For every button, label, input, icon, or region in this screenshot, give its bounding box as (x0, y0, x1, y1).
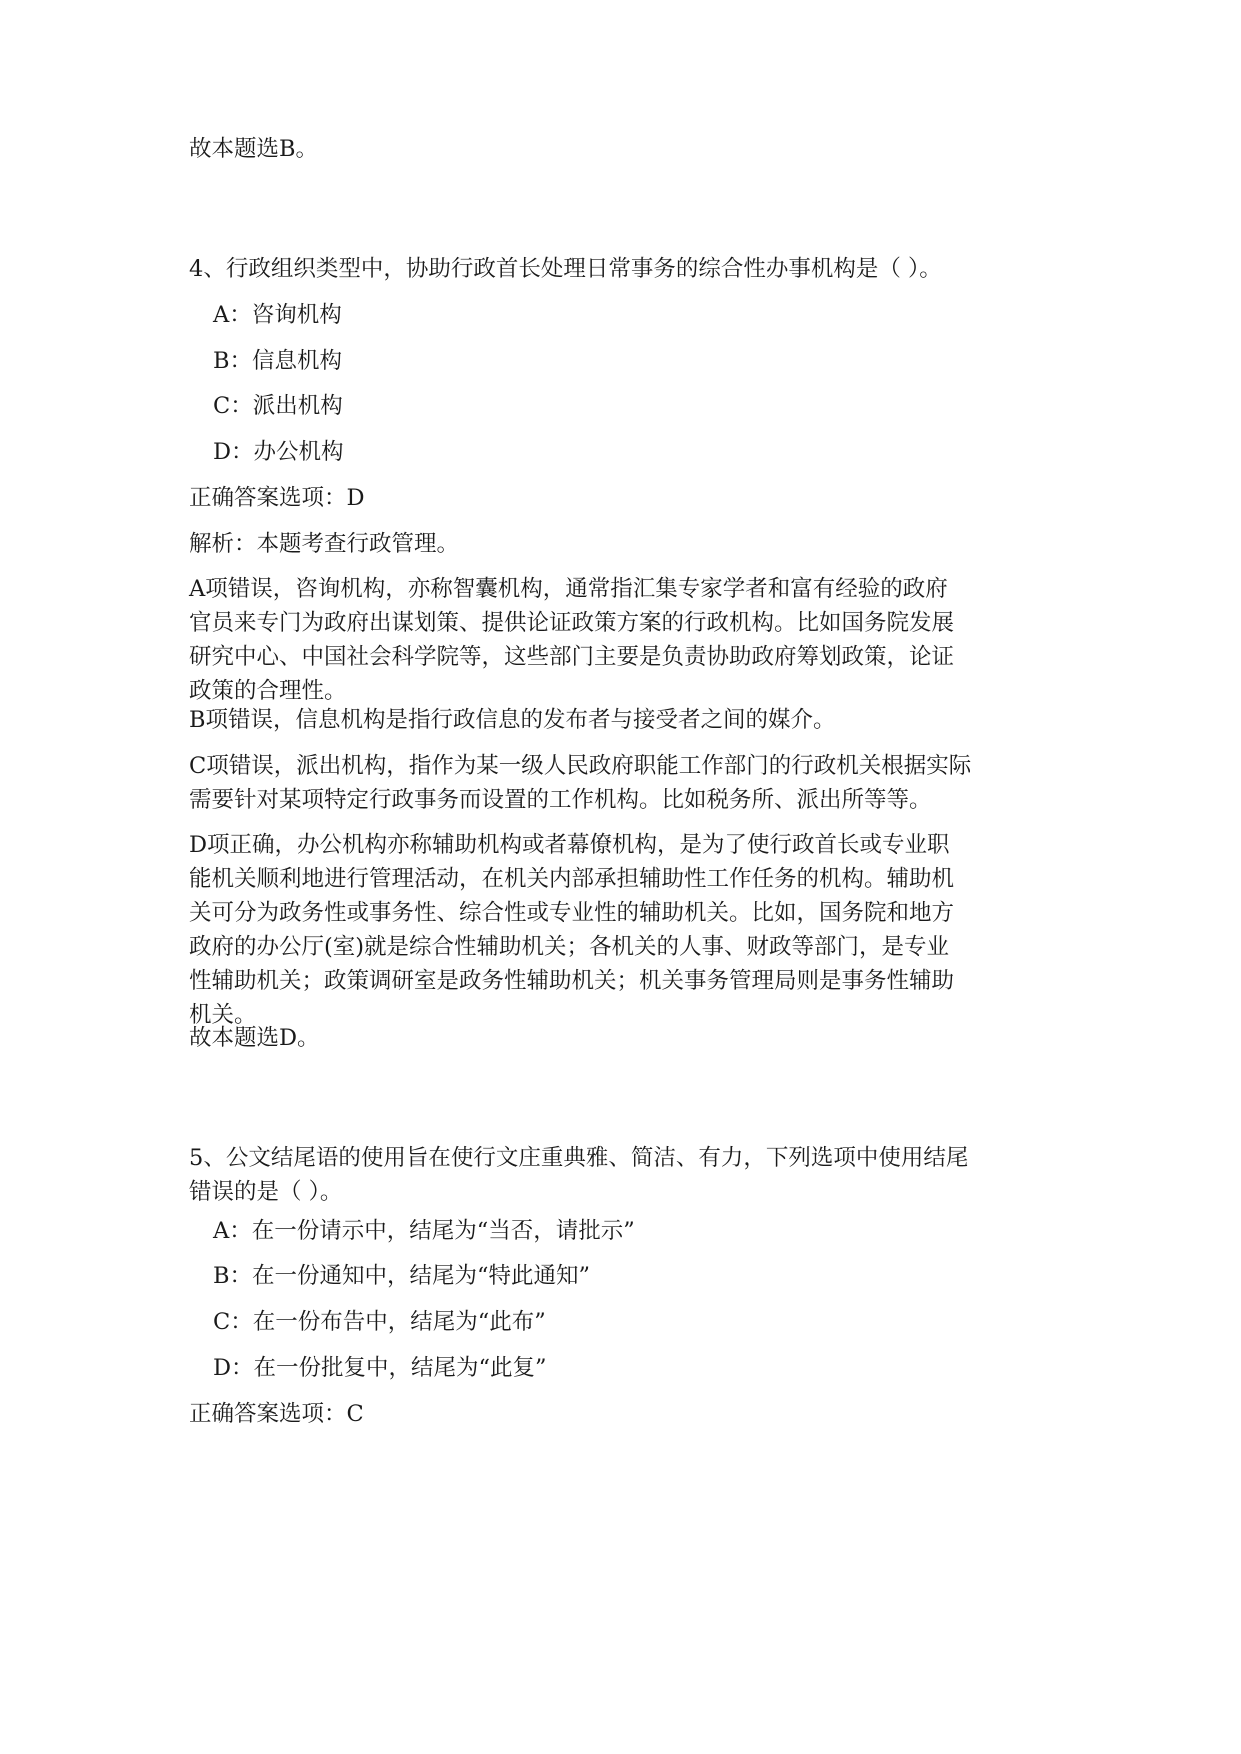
q4-analysis-a: A项错误，咨询机构，亦称智囊机构，通常指汇集专家学者和富有经验的政府 官员来专门为政府出谋划策、提供论证政策方案的行政机构。比如国务院发展 研究中心、中国社会科学院等，这些部门主要是负责协助政府筹划政策，论证 政策的合理性。 (189, 576, 955, 704)
q4-analysis-b: B项错误，信息机构是指行政信息的发布者与接受者之间的媒介。 (189, 707, 836, 733)
question-4-text: 4、行政组织类型中，协助行政首长处理日常事务的综合性办事机构是（ ）。 (189, 256, 942, 282)
q4-option-d: D：办公机构 (213, 439, 344, 465)
question-5-text: 5、公文结尾语的使用旨在使行文庄重典雅、简洁、有力，下列选项中使用结尾 错误的是（ ）。 (189, 1145, 969, 1205)
q4-conclusion: 故本题选D。 (189, 1025, 320, 1051)
q5-option-a: A：在一份请示中，结尾为“当否，请批示” (213, 1218, 635, 1244)
q4-option-c: C：派出机构 (213, 393, 343, 419)
q5-option-b: B：在一份通知中，结尾为“特此通知” (213, 1263, 591, 1289)
q4-option-a: A：咨询机构 (213, 302, 342, 328)
prev-conclusion: 故本题选B。 (189, 136, 319, 162)
q5-option-d: D：在一份批复中，结尾为“此复” (213, 1355, 547, 1381)
q4-analysis-intro: 解析：本题考查行政管理。 (189, 531, 460, 557)
q5-option-c: C：在一份布告中，结尾为“此布” (213, 1309, 546, 1335)
q5-answer: 正确答案选项：C (189, 1401, 364, 1427)
q4-answer: 正确答案选项：D (189, 485, 365, 511)
q4-analysis-c: C项错误，派出机构，指作为某一级人民政府职能工作部门的行政机关根据实际 需要针对某项特定行政事务而设置的工作机构。比如税务所、派出所等等。 (189, 753, 972, 813)
q4-analysis-d: D项正确，办公机构亦称辅助机构或者幕僚机构，是为了使行政首长或专业职 能机关顺利地进行管理活动，在机关内部承担辅助性工作任务的机构。辅助机 关可分为政务性或事务性、综合性或专业性的辅助机关。比如，国务院和地方 政府的办公厅(室)就是综合性辅助机关；各机关的人事、财政等部门，是专业 性辅助机关；政策调研室是政务性辅助机关；机关事务管理局则是事务性辅助 机关。 (189, 832, 955, 1028)
q4-option-b: B：信息机构 (213, 348, 343, 374)
